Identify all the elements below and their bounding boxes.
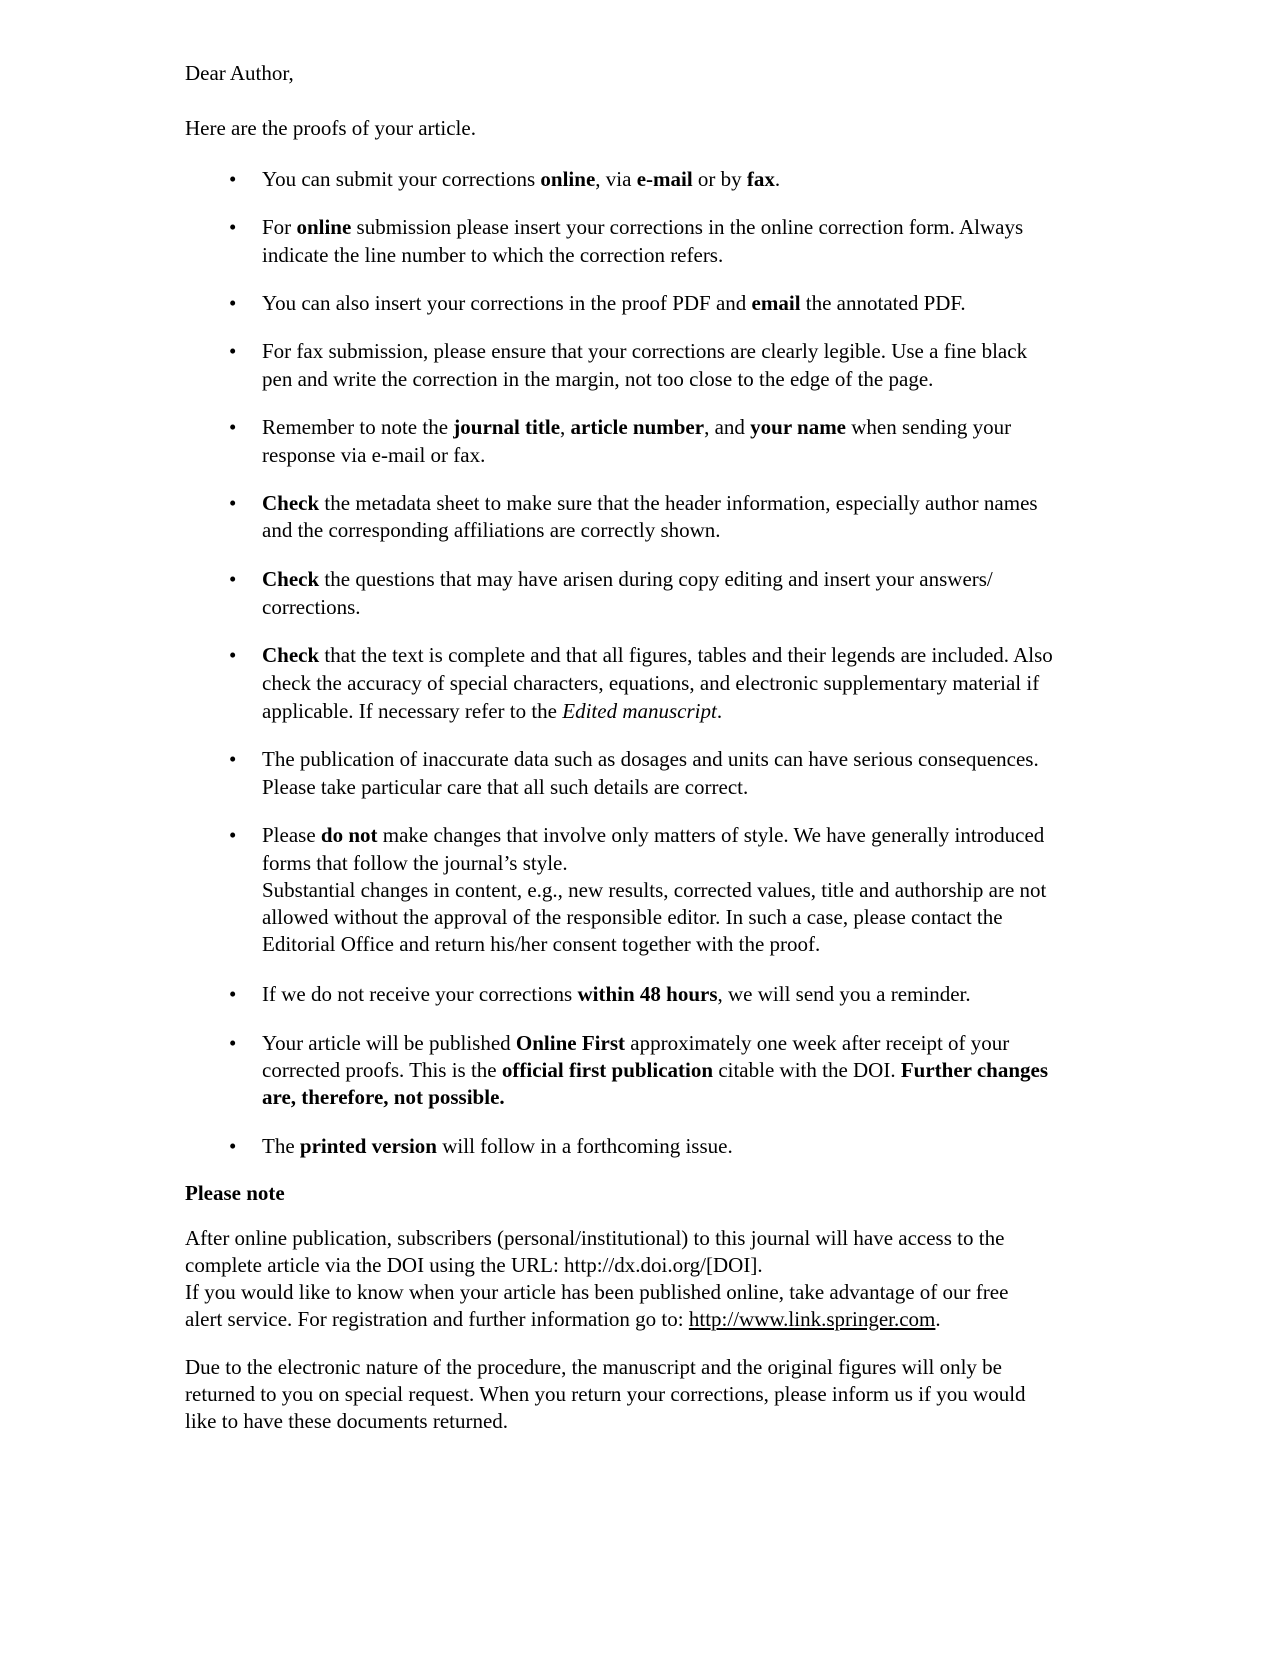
list-item: Check that the text is complete and that all figures, tables and their legends are included. Also bbox=[262, 643, 1053, 667]
list-item: The printed version will follow in a forthcoming issue. bbox=[262, 1134, 733, 1158]
bullet-marker: • bbox=[229, 167, 237, 191]
bullet-marker: • bbox=[229, 491, 237, 515]
list-item-line: and the corresponding affiliations are correctly shown. bbox=[262, 518, 721, 542]
intro: Here are the proofs of your article. bbox=[185, 116, 476, 140]
list-item-line: corrections. bbox=[262, 595, 361, 619]
closing-line: returned to you on special request. When you return your corrections, please inform us if you would bbox=[185, 1382, 1026, 1406]
list-item: Please do not make changes that involve only matters of style. We have generally introduced bbox=[262, 823, 1045, 847]
closing-line: Due to the electronic nature of the procedure, the manuscript and the original figures will only be bbox=[185, 1355, 1002, 1379]
list-item: For online submission please insert your corrections in the online correction form. Always bbox=[262, 215, 1024, 239]
bullet-marker: • bbox=[229, 823, 237, 847]
bullet-marker: • bbox=[229, 567, 237, 591]
note-line: After online publication, subscribers (personal/institutional) to this journal will have access to the bbox=[185, 1226, 1005, 1250]
list-item: Check the metadata sheet to make sure that the header information, especially author names bbox=[262, 491, 1038, 515]
list-item-line: pen and write the correction in the margin, not too close to the edge of the page. bbox=[262, 367, 934, 391]
list-item-line: allowed without the approval of the responsible editor. In such a case, please contact the bbox=[262, 905, 1003, 929]
list-item-line: forms that follow the journal’s style. bbox=[262, 851, 568, 875]
bullet-marker: • bbox=[229, 747, 237, 771]
list-item: Remember to note the journal title, article number, and your name when sending your bbox=[262, 415, 1012, 439]
list-item: You can also insert your corrections in the proof PDF and email the annotated PDF. bbox=[262, 291, 966, 315]
list-item-line: are, therefore, not possible. bbox=[262, 1085, 505, 1109]
list-item: The publication of inaccurate data such as dosages and units can have serious consequences. bbox=[262, 747, 1039, 771]
list-item-line: Please take particular care that all such details are correct. bbox=[262, 775, 749, 799]
list-item-line: Substantial changes in content, e.g., new results, corrected values, title and authorship are not bbox=[262, 878, 1047, 902]
note-line: alert service. For registration and further information go to: http://www.link.springer.com. bbox=[185, 1307, 941, 1331]
list-item-line: corrected proofs. This is the official first publication citable with the DOI. Further changes bbox=[262, 1058, 1049, 1082]
greeting: Dear Author, bbox=[185, 61, 294, 85]
list-item: Your article will be published Online First approximately one week after receipt of your bbox=[262, 1031, 1010, 1055]
bullet-marker: • bbox=[229, 982, 237, 1006]
bullet-marker: • bbox=[229, 291, 237, 315]
list-item: Check the questions that may have arisen during copy editing and insert your answers/ bbox=[262, 567, 993, 591]
list-item-line: response via e-mail or fax. bbox=[262, 443, 486, 467]
bullet-marker: • bbox=[229, 215, 237, 239]
bullet-marker: • bbox=[229, 1031, 237, 1055]
list-item: If we do not receive your corrections within 48 hours, we will send you a reminder. bbox=[262, 982, 971, 1006]
list-item: You can submit your corrections online, via e-mail or by fax. bbox=[262, 167, 781, 191]
list-item-line: Editorial Office and return his/her consent together with the proof. bbox=[262, 932, 821, 956]
list-item-line: check the accuracy of special characters, equations, and electronic supplementary material if bbox=[262, 671, 1040, 695]
closing-line: like to have these documents returned. bbox=[185, 1409, 509, 1433]
bullet-marker: • bbox=[229, 1134, 237, 1158]
list-item: For fax submission, please ensure that your corrections are clearly legible. Use a fine black bbox=[262, 339, 1028, 363]
list-item-line: applicable. If necessary refer to the Edited manuscript. bbox=[262, 699, 723, 723]
springer-link[interactable]: http://www.link.springer.com bbox=[688, 1307, 936, 1331]
note-line: If you would like to know when your article has been published online, take advantage of our free bbox=[185, 1280, 1009, 1304]
bullet-marker: • bbox=[229, 339, 237, 363]
list-item-line: indicate the line number to which the correction refers. bbox=[262, 243, 724, 267]
bullet-marker: • bbox=[229, 415, 237, 439]
note-heading: Please note bbox=[185, 1181, 285, 1205]
bullet-marker: • bbox=[229, 643, 237, 667]
note-line: complete article via the DOI using the URL: http://dx.doi.org/[DOI]. bbox=[185, 1253, 763, 1277]
